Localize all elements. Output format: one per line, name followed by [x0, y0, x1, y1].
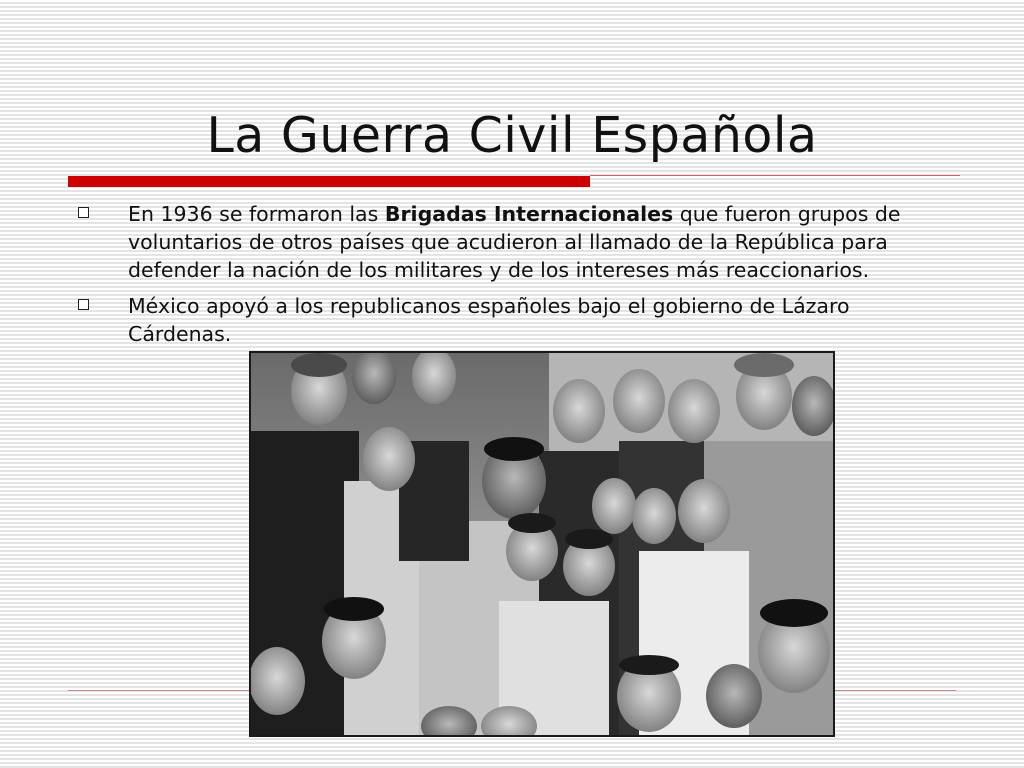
bullet-list [78, 200, 958, 356]
square-bullet-icon [78, 207, 89, 218]
title-accent-bar [68, 176, 590, 187]
bullet-item [78, 200, 958, 284]
bullet-text-bold: Brigadas Internacionales [384, 202, 674, 226]
photo-illustration [249, 351, 835, 737]
slide-title: La Guerra Civil Española [206, 107, 818, 164]
group-photograph [249, 351, 835, 737]
bullet-text [128, 202, 901, 282]
bullet-item [78, 292, 958, 348]
bullet-text [128, 294, 850, 346]
bullet-text-suffix: que fueron grupos de voluntarios de otros países que acudieron al llamado de la República para defender la nación de los militares y de los intereses más reaccionarios. [128, 202, 901, 282]
square-bullet-icon [78, 299, 89, 310]
bullet-text-prefix: México apoyó a los republicanos españoles bajo el gobierno de Lázaro Cárdenas. [128, 294, 850, 346]
bullet-text-prefix: En 1936 se formaron las [128, 202, 385, 226]
title-divider-line [590, 175, 960, 176]
